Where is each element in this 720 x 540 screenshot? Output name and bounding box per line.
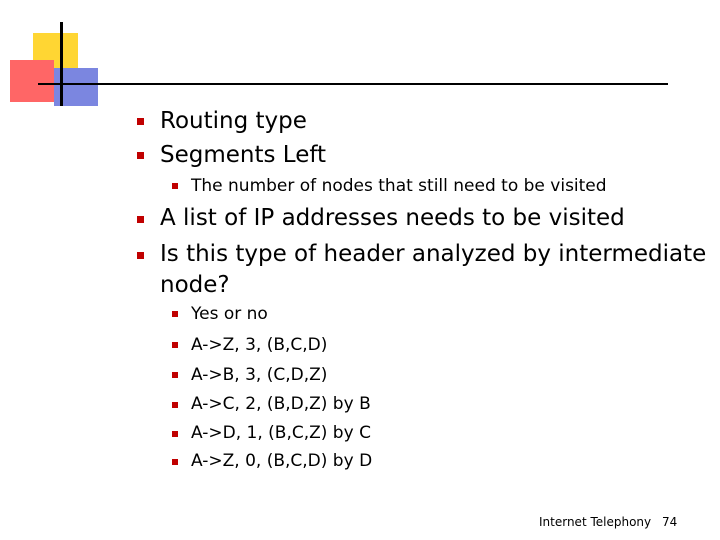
sub-bullet-route-5: A->Z, 0, (B,C,D) by D — [191, 451, 373, 471]
logo-red-square — [10, 60, 54, 102]
footer-title: Internet Telephony — [539, 515, 652, 529]
sub-bullet-route-2: A->B, 3, (C,D,Z) — [191, 365, 328, 385]
sub-bullet-marker — [172, 311, 178, 317]
bullet-marker — [137, 118, 144, 125]
sub-bullet-marker — [172, 372, 178, 378]
sub-bullet-marker — [172, 402, 178, 408]
bullet-segments-left: Segments Left — [160, 142, 327, 168]
title-horizontal-rule — [38, 83, 668, 85]
logo-vertical-rule — [60, 22, 63, 106]
sub-bullet-marker — [172, 342, 178, 348]
sub-bullet-marker — [172, 431, 178, 437]
slide-logo-decoration — [0, 0, 720, 120]
bullet-routing-type: Routing type — [160, 108, 307, 134]
bullet-header-analyzed-continued: node? — [160, 272, 230, 298]
bullet-marker — [137, 252, 144, 259]
sub-bullet-marker — [172, 183, 178, 189]
sub-bullet-yes-or-no: Yes or no — [191, 304, 268, 324]
page-number: 74 — [662, 515, 678, 529]
sub-bullet-marker — [172, 459, 178, 465]
bullet-ip-list: A list of IP addresses needs to be visited — [160, 205, 625, 231]
bullet-marker — [137, 152, 144, 159]
bullet-header-analyzed: Is this type of header analyzed by intermediate — [160, 241, 707, 267]
sub-bullet-route-4: A->D, 1, (B,C,Z) by C — [191, 423, 371, 443]
sub-bullet-nodes-to-visit: The number of nodes that still need to be visited — [191, 176, 607, 196]
bullet-marker — [137, 216, 144, 223]
sub-bullet-route-3: A->C, 2, (B,D,Z) by B — [191, 394, 371, 414]
sub-bullet-route-1: A->Z, 3, (B,C,D) — [191, 335, 328, 355]
